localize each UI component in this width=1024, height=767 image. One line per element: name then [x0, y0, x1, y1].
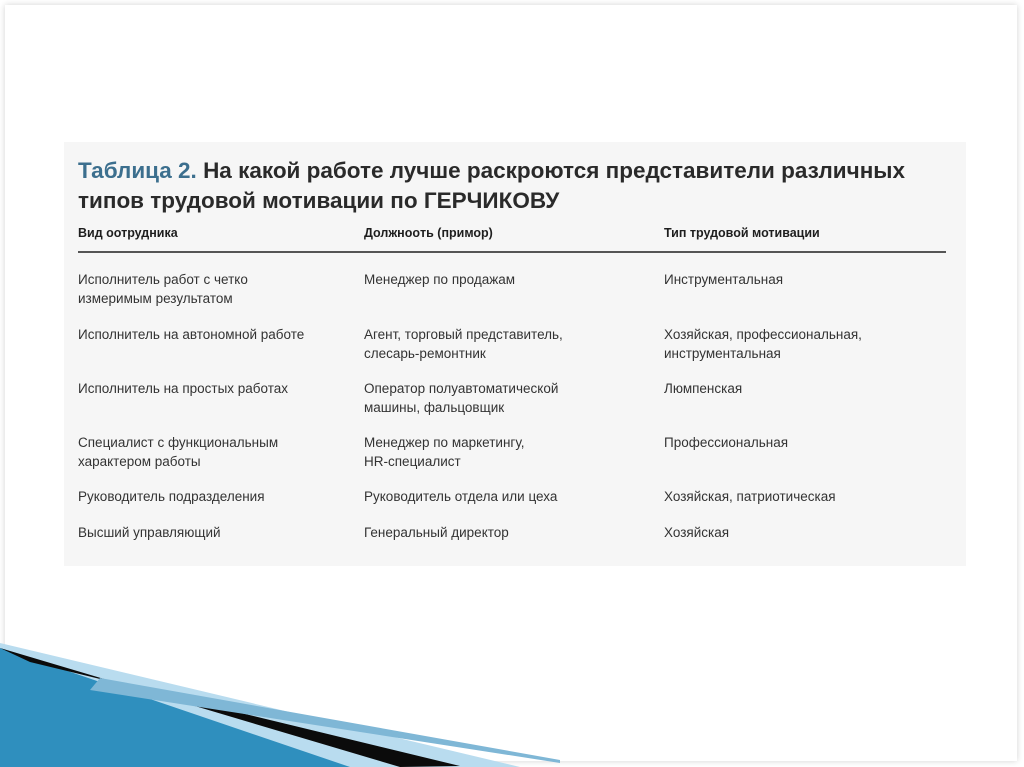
table-cell: Исполнитель на автономной работе	[78, 327, 305, 342]
table-cell: Исполнитель на простых работах	[78, 381, 289, 396]
table-cell: Исполнитель работ с четко измеримым результатом	[78, 272, 248, 306]
table-title	[78, 156, 938, 216]
table-cell: Специалист с функциональным характером работы	[78, 435, 279, 469]
table-caption: На какой работе лучше раскроются представители различных типов трудовой мотивации по ГЕРЧИКОВУ	[78, 158, 906, 213]
table-cell: Оператор полуавтоматической машины, фальцовщик	[364, 381, 559, 415]
table-cell: Руководитель отдела или цеха	[364, 489, 558, 504]
table-cell: Люмпенская	[664, 381, 743, 396]
header-divider	[78, 251, 946, 253]
slide-corner-decoration	[0, 600, 1024, 767]
table-cell: Высший управляющий	[78, 525, 221, 540]
table-cell: Хозяйская	[664, 525, 730, 540]
table-cell: Инструментальная	[664, 272, 784, 287]
header-position: Должноoть (примор)	[364, 226, 493, 240]
table-cell: Менеджер по продажам	[364, 272, 516, 287]
table-cell: Хозяйская, патриотическая	[664, 489, 836, 504]
table-cell: Хозяйская, профессиональная, инструментальная	[664, 327, 862, 361]
header-employee-type: Вид оотрудника	[78, 226, 178, 240]
header-motivation-type: Тип трудовой мотивации	[664, 226, 820, 240]
table-image	[64, 142, 966, 566]
table-cell: Руководитель подразделения	[78, 489, 265, 504]
table-cell: Профессиональная	[664, 435, 789, 450]
table-cell: Менеджер по маркетингу, HR-специалист	[364, 435, 525, 469]
table-cell: Генеральный директор	[364, 525, 509, 540]
table-number: Таблица 2.	[78, 158, 197, 183]
table-cell: Агент, торговый представитель, слесарь-ремонтник	[364, 327, 563, 361]
